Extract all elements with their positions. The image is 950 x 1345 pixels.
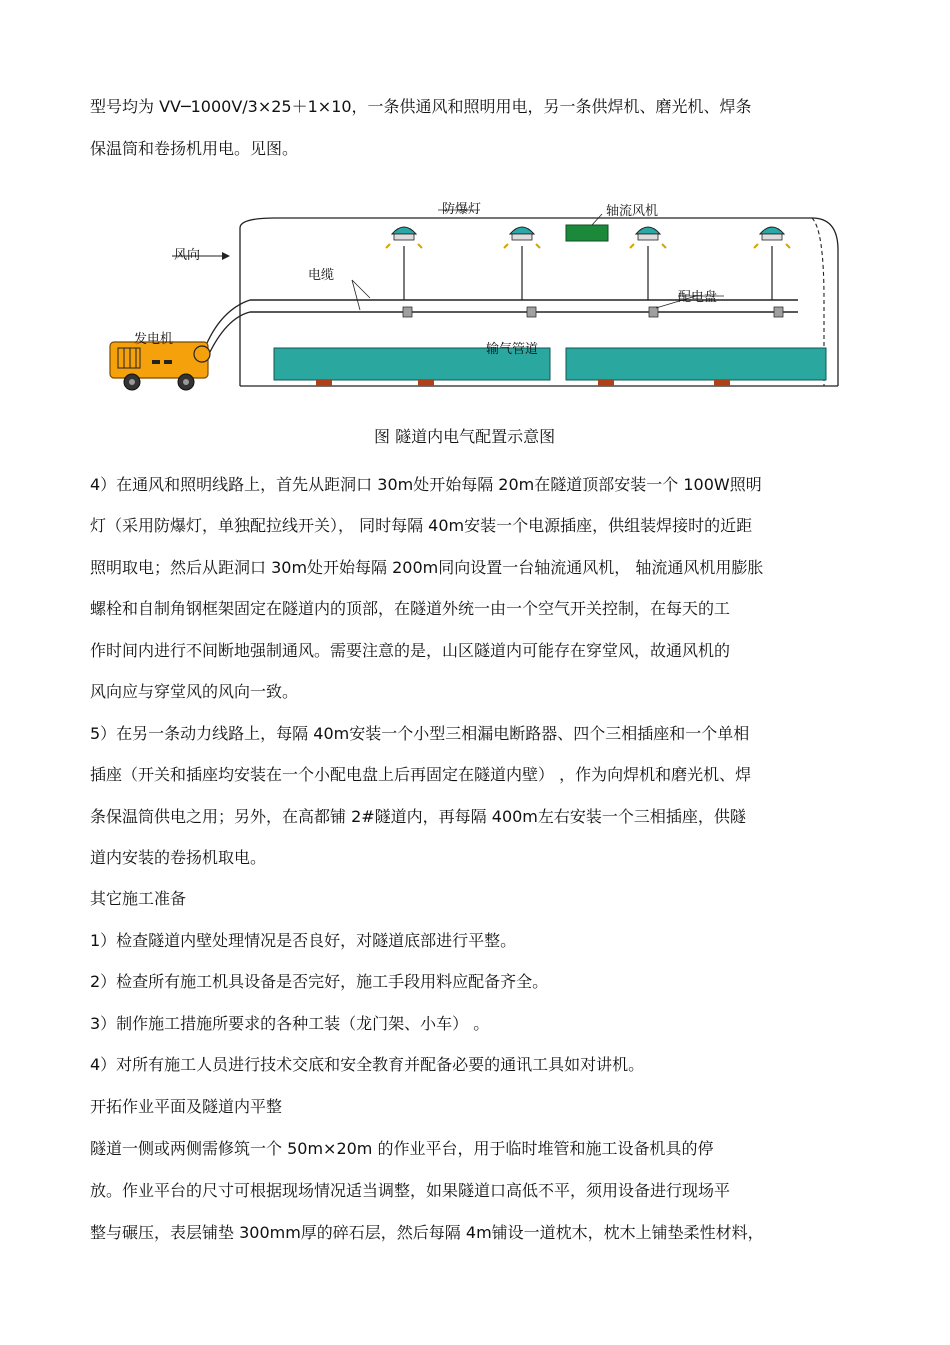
gas-pipe-segment <box>566 348 826 380</box>
figure-caption: 图 隧道内电气配置示意图 <box>374 427 556 446</box>
explosion-proof-lamp-icon <box>386 227 422 248</box>
paragraph-line: 保温筒和卷扬机用电。见图。 <box>90 139 299 158</box>
pipe-support <box>316 380 332 386</box>
paragraph-line: 照明取电；然后从距洞口 30m处开始每隔 200m同向设置一台轴流通风机， 轴流通风机用膨胀 <box>90 558 764 577</box>
paragraph-line: 开拓作业平面及隧道内平整 <box>90 1097 283 1116</box>
tunnel-electrical-diagram <box>100 190 860 410</box>
cable-feed-2 <box>208 312 250 356</box>
paragraph-line: 1）检查隧道内壁处理情况是否良好，对隧道底部进行平整。 <box>90 931 517 950</box>
explosion-proof-lamp-icon <box>630 227 666 248</box>
paragraph-line: 整与碾压，表层铺垫 300mm厚的碎石层，然后每隔 4m铺设一道枕木，枕木上铺垫柔性材料， <box>90 1223 764 1242</box>
explosion-proof-lamp-icon <box>754 227 790 248</box>
diagram-drawing <box>100 190 860 410</box>
cable-feed-1 <box>204 300 250 350</box>
pipe-support <box>598 380 614 386</box>
paragraph-line: 型号均为 VV─1000V/3×25＋1×10，一条供通风和照明用电，另一条供焊机、磨光机、焊条 <box>90 97 752 116</box>
label-pipe: 输气管道 <box>486 342 539 357</box>
distribution-box-icon <box>774 307 783 317</box>
label-wind: 风向 <box>174 248 201 263</box>
explosion-proof-lamp-icon <box>504 227 540 248</box>
paragraph-line: 灯（采用防爆灯，单独配拉线开关）， 同时每隔 40m安装一个电源插座，供组装焊接时的近距 <box>90 516 753 535</box>
paragraph-line: 4）在通风和照明线路上，首先从距洞口 30m处开始每隔 20m在隧道顶部安装一个 100W照明 <box>90 475 762 494</box>
paragraph-line: 条保温筒供电之用；另外，在高都铺 2#隧道内，再每隔 400m左右安装一个三相插座，供隧 <box>90 807 746 826</box>
label-cable: 电缆 <box>308 268 335 283</box>
paragraph-line: 风向应与穿堂风的风向一致。 <box>90 682 299 701</box>
paragraph-line: 插座（开关和插座均安装在一个小配电盘上后再固定在隧道内壁） ，作为向焊机和磨光机、焊 <box>90 765 752 784</box>
paragraph-line: 道内安装的卷扬机取电。 <box>90 848 267 867</box>
label-panel: 配电盘 <box>678 290 718 305</box>
label-lamp: 防爆灯 <box>442 202 482 217</box>
paragraph-line: 其它施工准备 <box>90 889 187 908</box>
paragraph-line: 隧道一侧或两侧需修筑一个 50m×20m 的作业平台，用于临时堆管和施工设备机具的停 <box>90 1139 714 1158</box>
paragraph-line: 螺栓和自制角钢框架固定在隧道内的顶部，在隧道外统一由一个空气开关控制，在每天的工 <box>90 599 731 618</box>
axial-fan-icon <box>566 225 608 241</box>
paragraph-line: 作时间内进行不间断地强制通风。需要注意的是，山区隧道内可能存在穿堂风，故通风机的 <box>90 641 731 660</box>
paragraph-line: 3）制作施工措施所要求的各种工装（龙门架、小车） 。 <box>90 1014 490 1033</box>
pipe-support <box>714 380 730 386</box>
label-fan: 轴流风机 <box>606 204 659 219</box>
distribution-box-icon <box>649 307 658 317</box>
pipe-support <box>418 380 434 386</box>
paragraph-line: 2）检查所有施工机具设备是否完好，施工手段用料应配备齐全。 <box>90 972 549 991</box>
generator-icon <box>110 342 210 390</box>
paragraph-line: 4）对所有施工人员进行技术交底和安全教育并配备必要的通讯工具如对讲机。 <box>90 1055 645 1074</box>
paragraph-line: 放。作业平台的尺寸可根据现场情况适当调整，如果隧道口高低不平，须用设备进行现场平 <box>90 1181 731 1200</box>
distribution-box-icon <box>527 307 536 317</box>
paragraph-line: 5）在另一条动力线路上，每隔 40m安装一个小型三相漏电断路器、四个三相插座和一个单相 <box>90 724 750 743</box>
distribution-box-icon <box>403 307 412 317</box>
label-generator: 发电机 <box>134 332 174 347</box>
